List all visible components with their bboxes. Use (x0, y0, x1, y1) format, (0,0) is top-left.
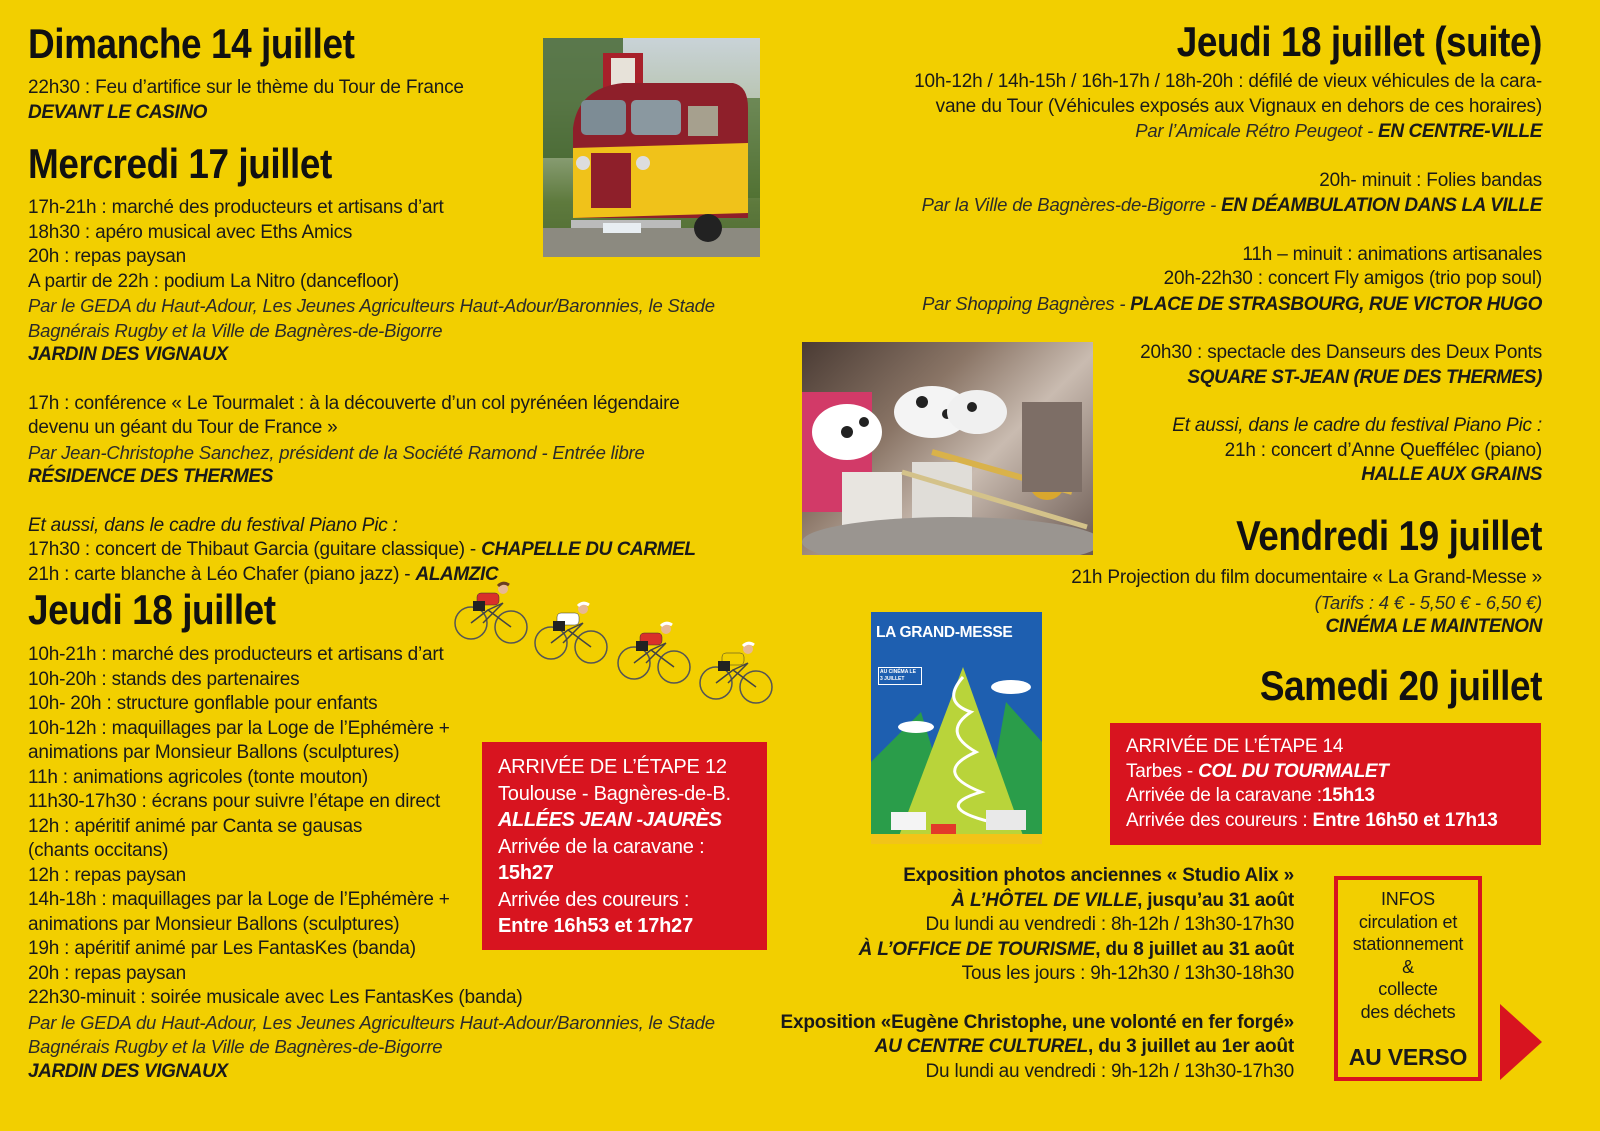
event-place: CINÉMA LE MAINTENON (1325, 616, 1542, 637)
event-line: 10h-12h : maquillages par la Loge de l’Ephémère + (28, 717, 450, 739)
event-place: HALLE AUX GRAINS (1361, 464, 1542, 485)
event-line: 20h : repas paysan (28, 246, 187, 267)
day-title-mercredi: Mercredi 17 juillet (28, 140, 332, 187)
coureurs-line: Arrivée des coureurs : Entre 16h50 et 17h13 (1126, 809, 1498, 831)
event-line: 17h : conférence « Le Tourmalet : à la découverte d’un col pyrénéen légendaire (28, 392, 680, 414)
event-line: devenu un géant du Tour de France » (28, 417, 338, 438)
event-place: PLACE DE STRASBOURG, RUE VICTOR HUGO (1130, 293, 1542, 315)
event-line: 17h30 : concert de Thibaut Garcia (guitare classique) - CHAPELLE DU CARMEL (28, 539, 696, 560)
etape-title: ARRIVÉE DE L’ÉTAPE 12 (498, 756, 727, 778)
expo-hours: Tous les jours : 9h-12h30 / 13h30-18h30 (961, 963, 1294, 984)
triangle-right-icon[interactable] (1500, 1004, 1542, 1080)
event-line: 21h : concert d’Anne Queffélec (piano) (1224, 439, 1542, 461)
event-place: EN CENTRE-VILLE (1378, 121, 1542, 142)
poster-date-badge: AU CINÉMA LE 3 JUILLET (878, 667, 922, 685)
etape-route: Tarbes - COL DU TOURMALET (1126, 760, 1389, 782)
event-line: animations par Monsieur Ballons (sculptures) (28, 913, 400, 935)
event-organizer-line: Par la Ville de Bagnères-de-Bigorre - EN DÉAMBULATION DANS LA VILLE (921, 194, 1542, 216)
event-line: 21h : carte blanche à Léo Chafer (piano jazz) - ALAMZIC (28, 563, 499, 585)
expo-title: Exposition «Eugène Christophe, une volonté en fer forgé» (780, 1011, 1294, 1033)
event-organizer: Bagnérais Rugby et la Ville de Bagnères-de-Bigorre (28, 319, 443, 341)
caravane-time: 15h27 (498, 862, 554, 884)
infos-line: circulation et (1358, 911, 1458, 932)
etape-14-box (1110, 723, 1541, 845)
event-line: vane du Tour (Véhicules exposés aux Vignaux en dehors de ces horaires) (935, 95, 1542, 117)
infos-box[interactable] (1334, 876, 1482, 1081)
etape-title: ARRIVÉE DE L’ÉTAPE 14 (1126, 736, 1344, 757)
etape-route: Toulouse - Bagnères-de-B. (498, 782, 731, 805)
event-line: 20h : repas paysan (28, 962, 187, 984)
festival-intro: Et aussi, dans le cadre du festival Piano Pic : (28, 514, 398, 536)
etape-place: ALLÉES JEAN -JAURÈS (498, 809, 722, 831)
infos-line: stationnement (1352, 934, 1464, 954)
event-organizer-line: Par Shopping Bagnères - PLACE DE STRASBOURG, RUE VICTOR HUGO (922, 292, 1542, 315)
poster-title: LA GRAND-MESSE (876, 624, 1013, 641)
coureurs-label: Arrivée des coureurs : (498, 888, 690, 911)
expo-place-line: À L’OFFICE DE TOURISME, du 8 juillet au 31 août (858, 938, 1294, 960)
event-line: A partir de 22h : podium La Nitro (dancefloor) (28, 270, 400, 292)
event-line: 21h Projection du film documentaire « La Grand-Messe » (1071, 567, 1542, 588)
expo-place-line: À L’HÔTEL DE VILLE, jusqu’au 31 août (951, 889, 1294, 911)
event-line: 10h-12h / 14h-15h / 16h-17h / 18h-20h : défilé de vieux véhicules de la cara- (914, 71, 1542, 92)
festival-intro: Et aussi, dans le cadre du festival Piano Pic : (1172, 415, 1542, 436)
infos-line: & (1402, 956, 1414, 977)
infos-line: INFOS (1380, 889, 1435, 909)
expo-title: Exposition photos anciennes « Studio Alix » (903, 865, 1294, 886)
event-line: 11h : animations agricoles (tonte mouton) (28, 766, 368, 788)
event-place: JARDIN DES VIGNAUX (28, 1060, 228, 1082)
infos-line: des déchets (1360, 1001, 1456, 1022)
day-title-jeudi-suite: Jeudi 18 juillet (suite) (1176, 18, 1542, 65)
section-dimanche (28, 20, 464, 125)
event-tarifs: (Tarifs : 4 € - 5,50 € - 6,50 €) (1314, 591, 1542, 613)
section-mercredi (28, 140, 715, 587)
la-grand-messe-poster (871, 612, 1042, 844)
section-expositions (734, 864, 1294, 1084)
event-line: 12h : apéritif animé par Canta se gausas (28, 815, 363, 837)
event-line: 18h30 : apéro musical avec Eths Amics (28, 221, 353, 243)
section-samedi (1042, 662, 1542, 710)
event-organizer-line: Par l’Amicale Rétro Peugeot - EN CENTRE-VILLE (1135, 120, 1542, 142)
event-place: JARDIN DES VIGNAUX (28, 344, 228, 365)
day-title-samedi: Samedi 20 juillet (1259, 662, 1542, 709)
event-place: DEVANT LE CASINO (28, 101, 208, 123)
event-line: 20h- minuit : Folies bandas (1319, 169, 1542, 191)
event-line: 12h : repas paysan (28, 864, 187, 886)
event-organizer: Par le GEDA du Haut-Adour, Les Jeunes Agriculteurs Haut-Adour/Baronnies, le Stade (28, 295, 715, 316)
event-place: EN DÉAMBULATION DANS LA VILLE (1221, 195, 1542, 216)
day-title-vendredi: Vendredi 19 juillet (1236, 512, 1542, 559)
event-line: 22h30-minuit : soirée musicale avec Les FantasKes (banda) (28, 987, 523, 1008)
infos-line: collecte (1378, 979, 1438, 999)
event-line: 11h30-17h30 : écrans pour suivre l’étape en direct (28, 791, 441, 812)
event-line: 20h30 : spectacle des Danseurs des Deux Ponts (1140, 342, 1542, 363)
day-title-jeudi: Jeudi 18 juillet (28, 586, 276, 633)
event-place: ALAMZIC (415, 563, 499, 585)
coureurs-time: Entre 16h53 et 17h27 (498, 915, 693, 937)
event-line: 14h-18h : maquillages par la Loge de l’Ephémère + (28, 889, 450, 910)
event-line: 19h : apéritif animé par Les FantasKes (banda) (28, 938, 416, 959)
event-organizer: Par Jean-Christophe Sanchez, président de la Société Ramond - Entrée libre (28, 441, 645, 463)
event-line: 17h-21h : marché des producteurs et artisans d’art (28, 197, 444, 218)
caravane-label: Arrivée de la caravane : (498, 835, 705, 858)
caravane-time: 15h13 (1321, 785, 1375, 806)
event-line: 10h- 20h : structure gonflable pour enfants (28, 693, 378, 714)
event-line: animations par Monsieur Ballons (sculptures) (28, 742, 400, 763)
expo-place-line: AU CENTRE CULTUREL, du 3 juillet au 1er août (874, 1036, 1294, 1057)
event-line: (chants occitans) (28, 840, 169, 861)
event-line: 20h-22h30 : concert Fly amigos (trio pop soul) (1163, 268, 1542, 289)
event-line: 22h30 : Feu d’artifice sur le thème du Tour de France (28, 77, 464, 98)
event-line: 10h-20h : stands des partenaires (28, 668, 300, 690)
day-title-dimanche: Dimanche 14 juillet (28, 20, 355, 67)
etape-place: COL DU TOURMALET (1198, 760, 1389, 782)
caravane-line: Arrivée de la caravane :15h13 (1126, 785, 1375, 806)
au-verso-label: AU VERSO (1348, 1044, 1468, 1070)
event-organizer: Bagnérais Rugby et la Ville de Bagnères-de-Bigorre (28, 1036, 443, 1057)
event-organizer: Par le GEDA du Haut-Adour, Les Jeunes Agriculteurs Haut-Adour/Baronnies, le Stade (28, 1011, 715, 1033)
event-place: SQUARE ST-JEAN (RUE DES THERMES) (1187, 366, 1542, 388)
event-line: 11h – minuit : animations artisanales (1242, 243, 1542, 265)
etape-12-box (482, 742, 767, 950)
event-line: 10h-21h : marché des producteurs et artisans d’art (28, 644, 444, 665)
coureurs-time: Entre 16h50 et 17h13 (1312, 809, 1498, 831)
event-place: CHAPELLE DU CARMEL (481, 539, 696, 560)
event-place: RÉSIDENCE DES THERMES (28, 466, 273, 487)
expo-hours: Du lundi au vendredi : 8h-12h / 13h30-17h30 (925, 914, 1294, 935)
expo-hours: Du lundi au vendredi : 9h-12h / 13h30-17h30 (925, 1060, 1294, 1082)
